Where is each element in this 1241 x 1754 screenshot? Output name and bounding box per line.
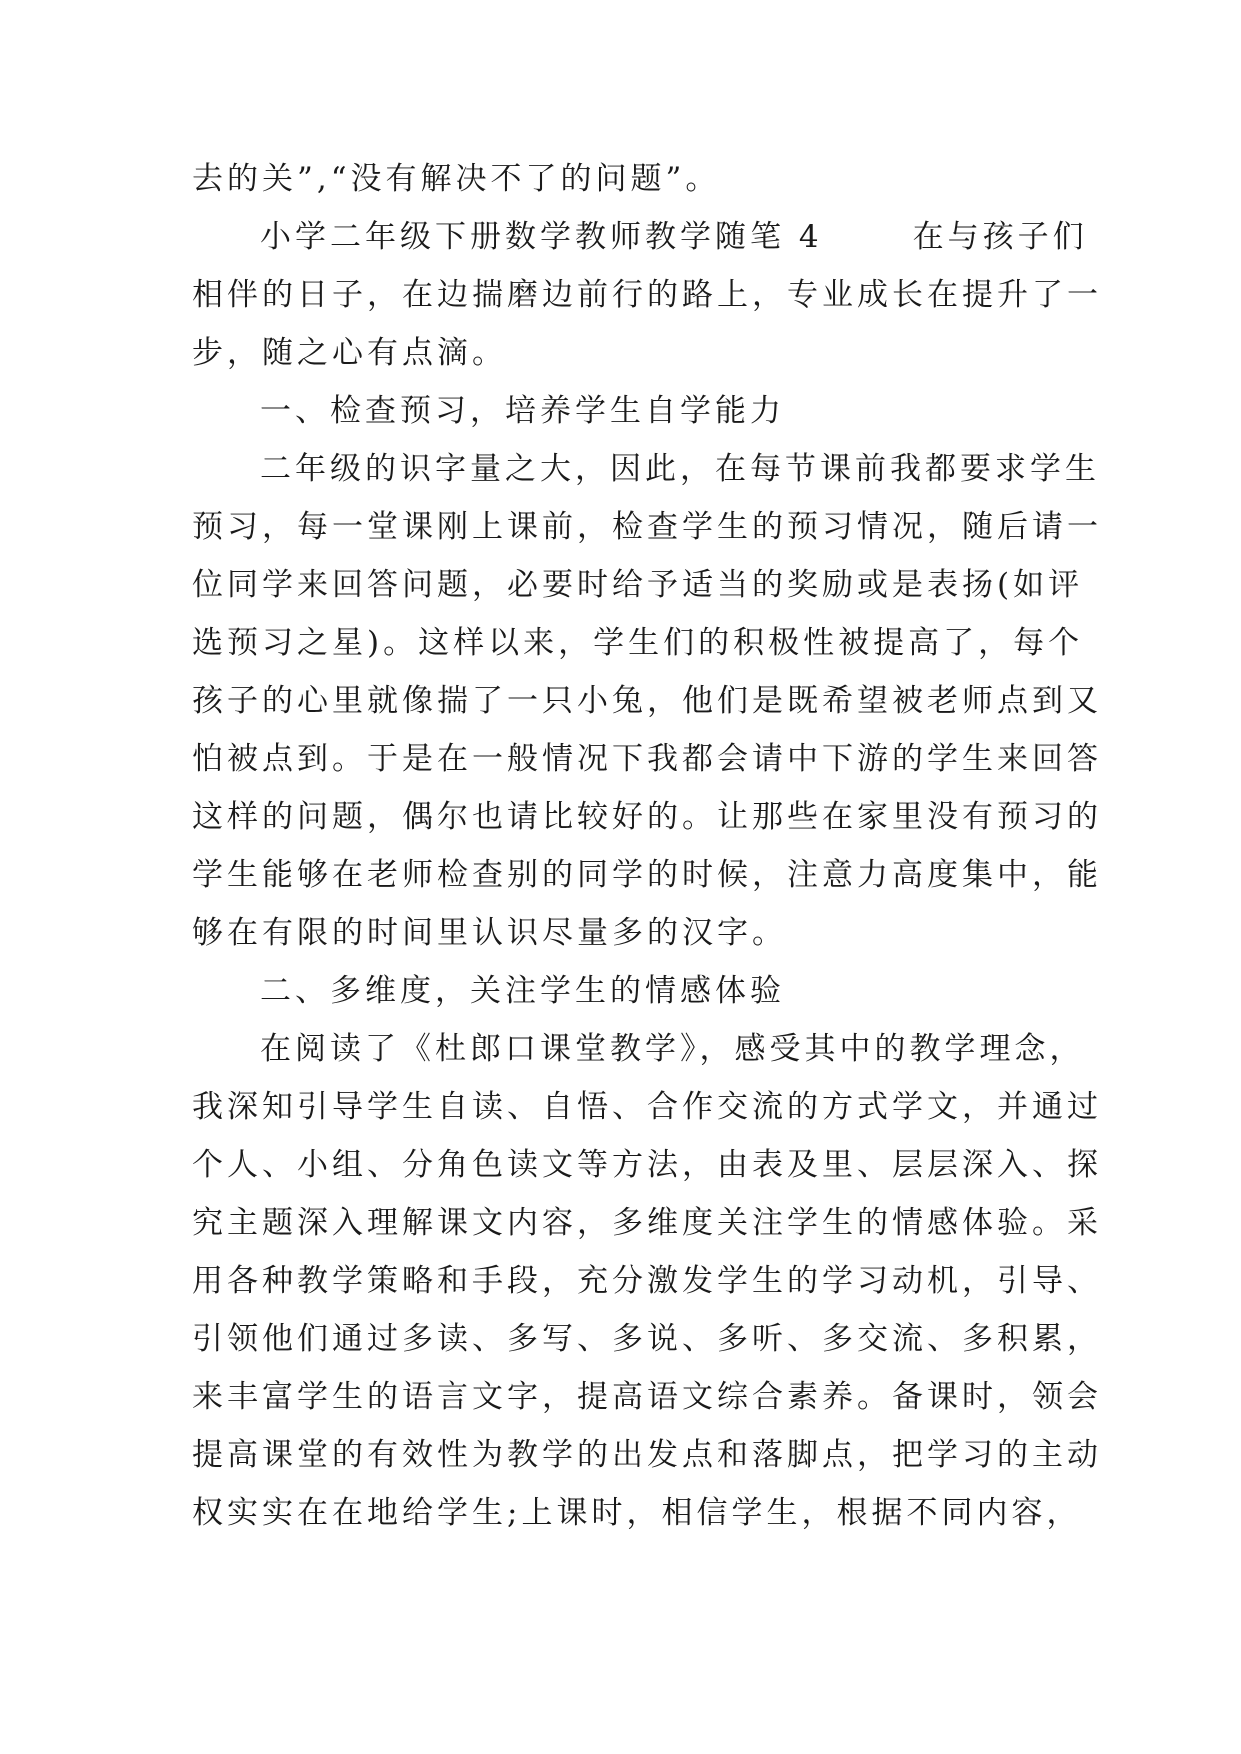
document-page bbox=[192, 150, 1102, 1542]
text-line: 引领他们通过多读、多写、多说、多听、多交流、多积累， bbox=[192, 1321, 1102, 1357]
text-line: 用各种教学策略和手段，充分激发学生的学习动机，引导、 bbox=[192, 1263, 1102, 1299]
text-line: 权实实在在地给学生;上课时，相信学生，根据不同内容， bbox=[192, 1495, 1082, 1531]
text-line: 去的关”,“没有解决不了的问题”。 bbox=[192, 161, 721, 197]
text-line: 预习，每一堂课刚上课前，检查学生的预习情况，随后请一 bbox=[192, 509, 1102, 545]
section-heading: 一、检查预习，培养学生自学能力 bbox=[260, 393, 785, 429]
text-line: 来丰富学生的语言文字，提高语文综合素养。备课时，领会 bbox=[192, 1379, 1102, 1415]
text-line: 二年级的识字量之大，因此，在每节课前我都要求学生 bbox=[260, 451, 1100, 487]
text-line: 够在有限的时间里认识尽量多的汉字。 bbox=[192, 915, 787, 951]
text-line: 位同学来回答问题，必要时给予适当的奖励或是表扬(如评 bbox=[192, 567, 1084, 603]
text-line: 个人、小组、分角色读文等方法，由表及里、层层深入、探 bbox=[192, 1147, 1102, 1183]
text-line: 步，随之心有点滴。 bbox=[192, 335, 507, 371]
essay-heading-line bbox=[192, 208, 1088, 266]
essay-title: 小学二年级下册数学教师教学随笔 4 bbox=[260, 219, 823, 255]
text-line: 怕被点到。于是在一般情况下我都会请中下游的学生来回答 bbox=[192, 741, 1102, 777]
section-heading: 二、多维度，关注学生的情感体验 bbox=[260, 973, 785, 1009]
text-line: 在与孩子们 bbox=[912, 219, 1088, 255]
text-line: 这样的问题，偶尔也请比较好的。让那些在家里没有预习的 bbox=[192, 799, 1102, 835]
text-line: 提高课堂的有效性为教学的出发点和落脚点，把学习的主动 bbox=[192, 1437, 1102, 1473]
text-line: 选预习之星)。这样以来，学生们的积极性被提高了，每个 bbox=[192, 625, 1084, 661]
text-line: 相伴的日子，在边揣磨边前行的路上，专业成长在提升了一 bbox=[192, 277, 1102, 313]
text-line: 孩子的心里就像揣了一只小兔，他们是既希望被老师点到又 bbox=[192, 683, 1102, 719]
text-line: 究主题深入理解课文内容，多维度关注学生的情感体验。采 bbox=[192, 1205, 1102, 1241]
text-line: 我深知引导学生自读、自悟、合作交流的方式学文，并通过 bbox=[192, 1089, 1102, 1125]
text-line: 学生能够在老师检查别的同学的时候，注意力高度集中，能 bbox=[192, 857, 1102, 893]
text-line: 在阅读了《杜郎口课堂教学》，感受其中的教学理念， bbox=[260, 1031, 1085, 1067]
